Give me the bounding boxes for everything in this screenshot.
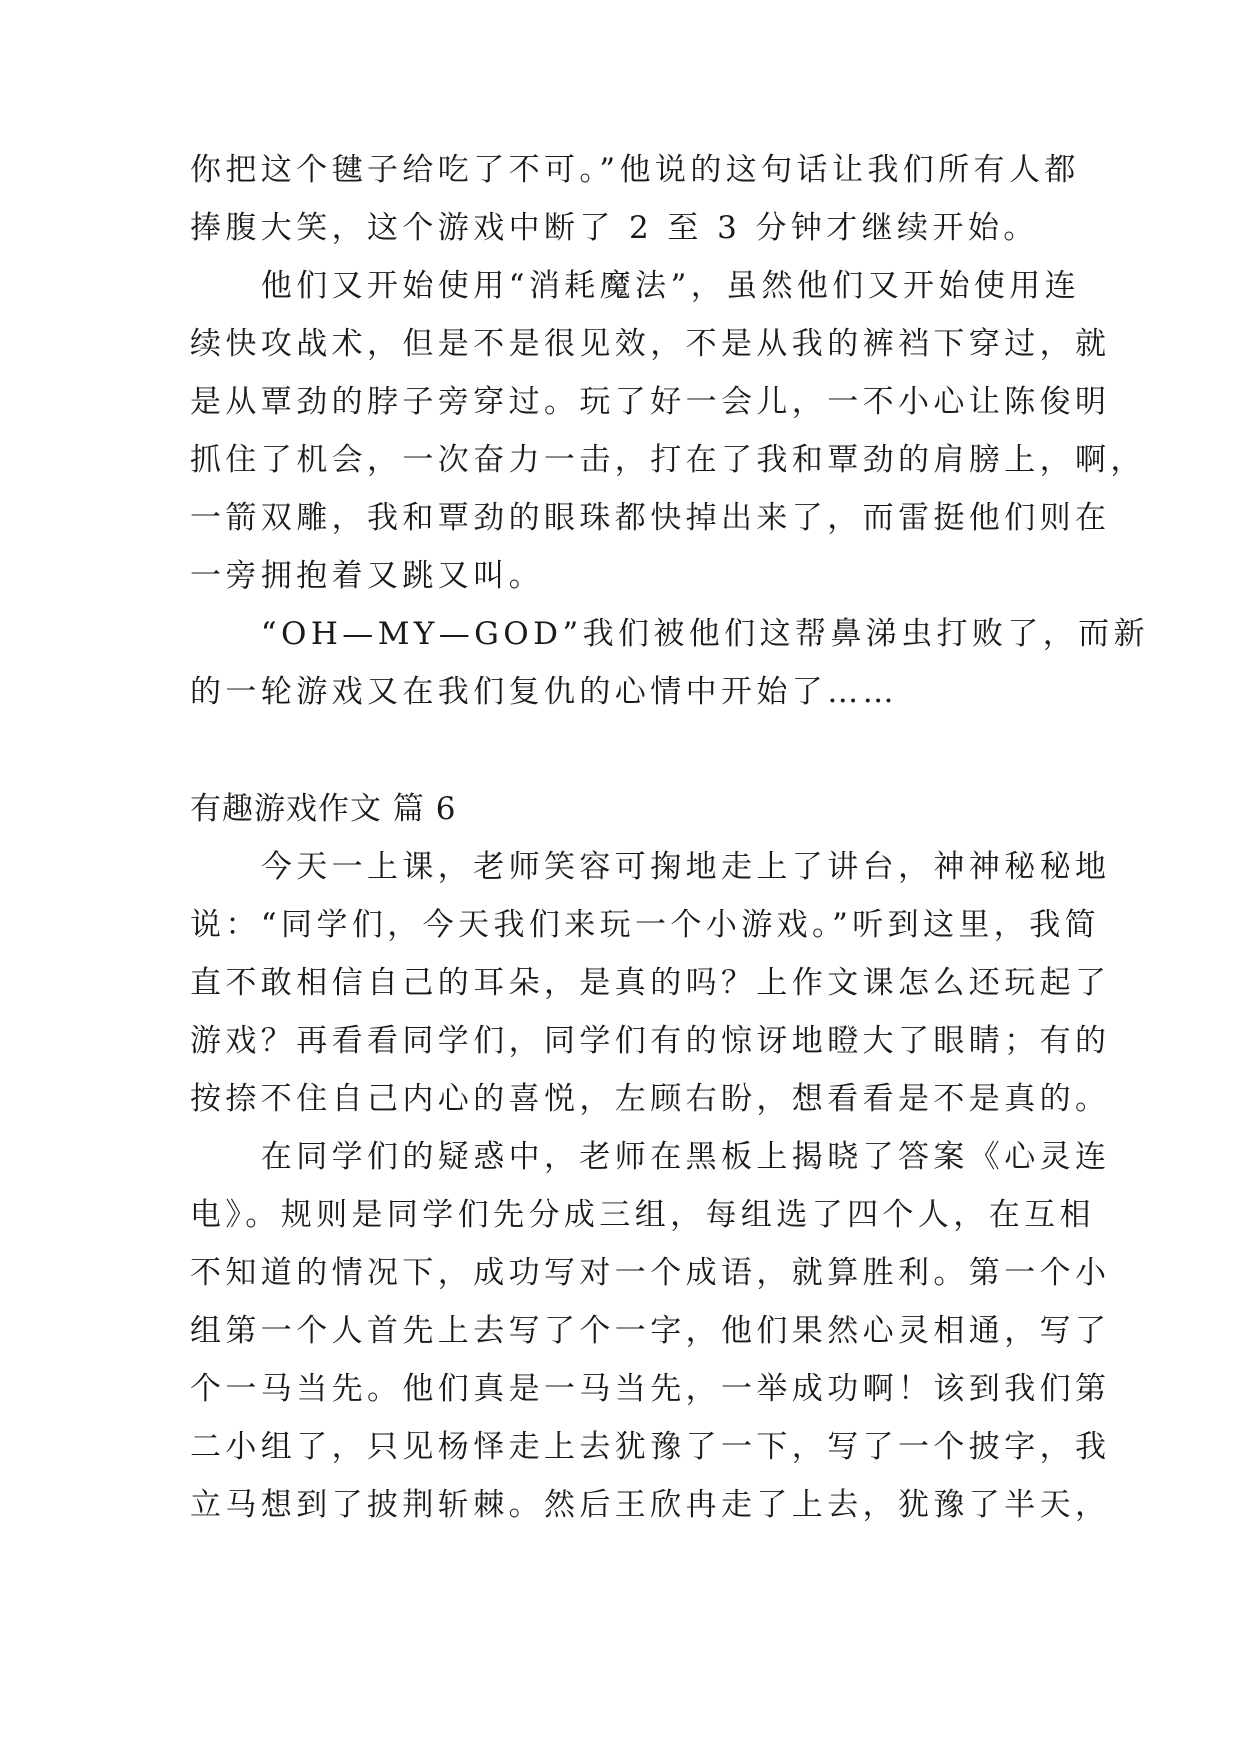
text-line: 不知道的情况下，成功写对一个成语，就算胜利。第一个小: [190, 1255, 1111, 1291]
text-line: 捧腹大笑，这个游戏中断了 2 至 3 分钟才继续开始。: [190, 210, 1039, 246]
text-line: 组第一个人首先上去写了个一字，他们果然心灵相通，写了: [190, 1313, 1111, 1349]
text-line: 抓住了机会，一次奋力一击，打在了我和覃劲的肩膀上，啊，: [190, 442, 1146, 478]
text-line: 他们又开始使用“消耗魔法”，虽然他们又开始使用连: [190, 268, 1081, 304]
text-line: 续快攻战术，但是不是很见效，不是从我的裤裆下穿过，就: [190, 326, 1111, 362]
text-line: 二小组了，只见杨怿走上去犹豫了一下，写了一个披字，我: [190, 1429, 1111, 1465]
text-line: 立马想到了披荆斩棘。然后王欣冉走了上去，犹豫了半天，: [190, 1487, 1111, 1523]
text-line: 说：“同学们，今天我们来玩一个小游戏。”听到这里，我简: [190, 907, 1100, 943]
text-line: 你把这个毽子给吃了不可。”他说的这句话让我们所有人都: [190, 152, 1080, 188]
text-line: 个一马当先。他们真是一马当先，一举成功啊！该到我们第: [190, 1371, 1111, 1407]
text-line: 的一轮游戏又在我们复仇的心情中开始了……: [190, 674, 898, 710]
text-line: “OH—MY—GOD”我们被他们这帮鼻涕虫打败了，而新: [190, 616, 1149, 652]
text-line: 今天一上课，老师笑容可掬地走上了讲台，神神秘秘地: [190, 849, 1111, 885]
text-line: 在同学们的疑惑中，老师在黑板上揭晓了答案《心灵连: [190, 1139, 1111, 1175]
text-line: 游戏？再看看同学们，同学们有的惊讶地瞪大了眼睛；有的: [190, 1023, 1111, 1059]
text-line: 电》。规则是同学们先分成三组，每组选了四个人，在互相: [190, 1197, 1095, 1233]
text-line: 是从覃劲的脖子旁穿过。玩了好一会儿，一不小心让陈俊明: [190, 384, 1111, 420]
text-line: 一旁拥抱着又跳又叫。: [190, 558, 544, 594]
section-heading: 有趣游戏作文 篇 6: [190, 791, 457, 827]
text-line: 一箭双雕，我和覃劲的眼珠都快掉出来了，而雷挺他们则在: [190, 500, 1111, 536]
text-line: 直不敢相信自己的耳朵，是真的吗？上作文课怎么还玩起了: [190, 965, 1111, 1001]
text-line: 按捺不住自己内心的喜悦，左顾右盼，想看看是不是真的。: [190, 1081, 1111, 1117]
